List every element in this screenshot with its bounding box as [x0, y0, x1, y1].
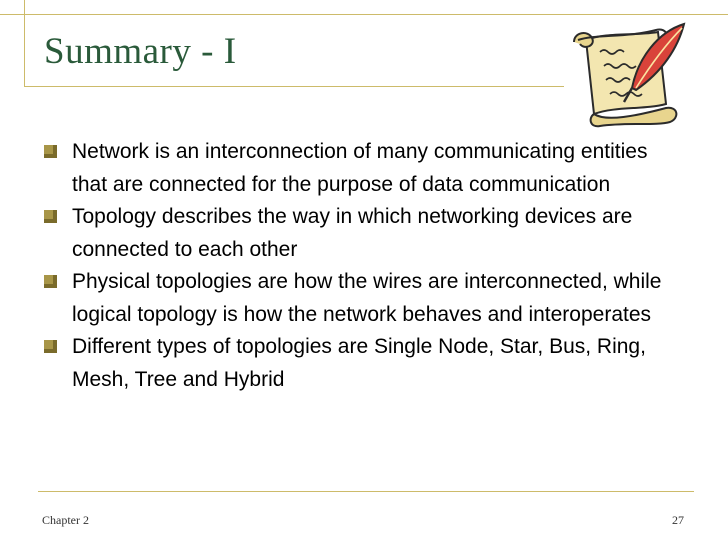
- bullet-item: [44, 136, 684, 201]
- bullet-item: [44, 331, 684, 396]
- title-underline: [24, 86, 564, 87]
- bullet-text: Physical topologies are how the wires are interconnected, while logical topology is how the network behaves and interoperates: [72, 270, 662, 326]
- footer-rule: [38, 491, 694, 492]
- left-frame-line: [24, 0, 25, 86]
- bullet-list: [44, 136, 684, 396]
- bullet-item: [44, 266, 684, 331]
- square-bullet-icon: [44, 210, 57, 223]
- slide-title: Summary - I: [44, 31, 237, 72]
- square-bullet-icon: [44, 340, 57, 353]
- bullet-text: Different types of topologies are Single Node, Star, Bus, Ring, Mesh, Tree and Hybrid: [72, 335, 646, 391]
- square-bullet-icon: [44, 275, 57, 288]
- top-frame-line: [0, 14, 728, 15]
- bullet-item: [44, 201, 684, 266]
- bullet-text: Topology describes the way in which networking devices are connected to each other: [72, 205, 633, 261]
- footer-chapter: Chapter 2: [42, 513, 89, 527]
- bullet-text: Network is an interconnection of many communicating entities that are connected for the purpose of data communication: [72, 140, 648, 196]
- page-number: 27: [672, 513, 684, 527]
- scroll-with-quill-icon: [566, 18, 690, 130]
- square-bullet-icon: [44, 145, 57, 158]
